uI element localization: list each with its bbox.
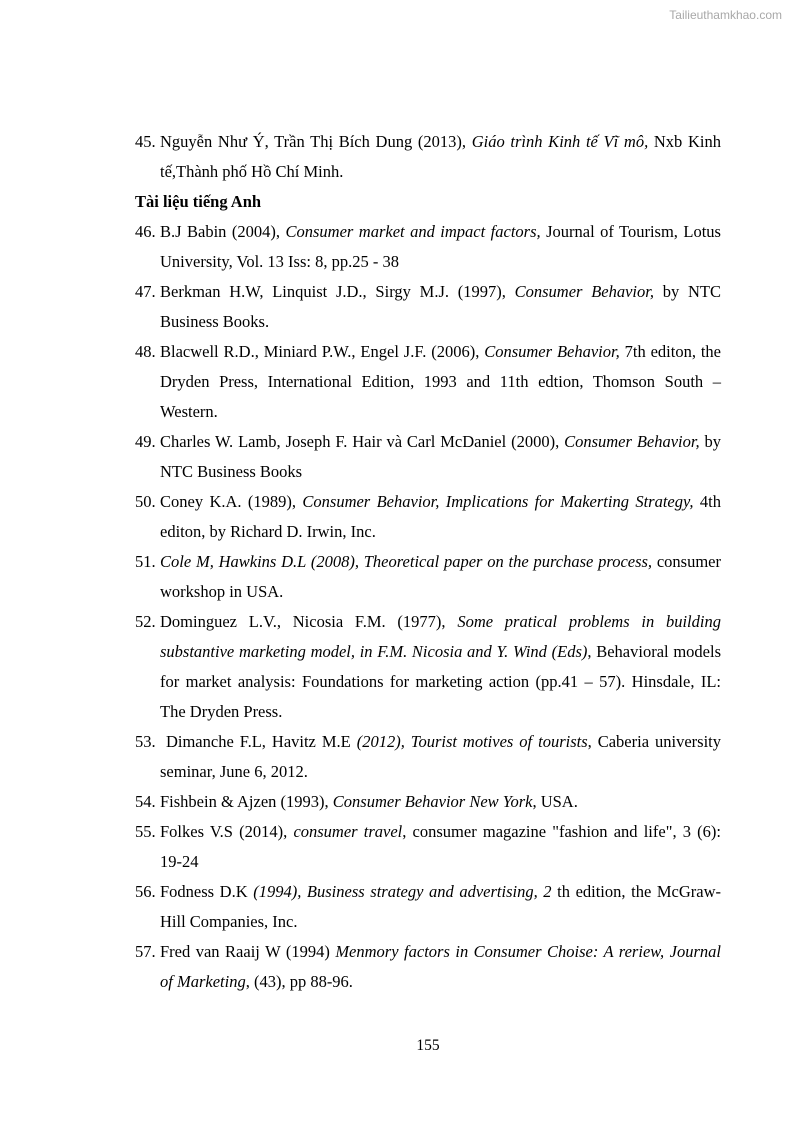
reference-item (135, 607, 721, 727)
reference-text-segment: Cole M, Hawkins D.L (2008), Theoretical paper on the purchase process, (160, 552, 657, 571)
reference-text-segment: 4th editon, by Richard D. Irwin, Inc. (160, 492, 721, 541)
reference-text-segment: Blacwell R.D., Miniard P.W., Engel J.F. (2006), (160, 342, 485, 361)
reference-number: 56. (135, 882, 156, 901)
reference-number: 52. (135, 612, 156, 631)
reference-item (135, 427, 721, 487)
reference-item (135, 817, 721, 877)
reference-text-segment: , consumer magazine "fashion and life", 3 (6): 19-24 (160, 822, 721, 871)
reference-text-segment: , Caberia university seminar, June 6, 2012. (160, 732, 721, 781)
reference-text-segment: by NTC Business Books. (160, 282, 721, 331)
reference-number: 45. (135, 132, 156, 151)
reference-number: 55. (135, 822, 156, 841)
watermark: Tailieuthamkhao.com (669, 8, 782, 22)
reference-text-segment: Coney K.A. (1989), (160, 492, 303, 511)
reference-text-segment: Berkman H.W, Linquist J.D., Sirgy M.J. (1997), (160, 282, 515, 301)
reference-text-segment: Fred van Raaij W (1994) (160, 942, 336, 961)
reference-number: 46. (135, 222, 156, 241)
reference-text-segment: consumer travel (293, 822, 403, 841)
reference-text-segment: Consumer market and impact factors, (285, 222, 547, 241)
reference-text-segment: consumer workshop in USA. (160, 552, 721, 601)
reference-item (135, 727, 721, 787)
reference-text-segment: Folkes V.S (2014), (160, 822, 294, 841)
reference-text-segment: Consumer Behavior, (484, 342, 625, 361)
reference-text-segment: Menmory factors in Consumer Choise: A reriew, Journal of Marketing (160, 942, 721, 991)
references-list (135, 127, 721, 997)
reference-number: 48. (135, 342, 156, 361)
reference-item (135, 217, 721, 277)
reference-item (135, 787, 721, 817)
reference-text-segment: B.J Babin (2004), (160, 222, 286, 241)
reference-item (135, 277, 721, 337)
reference-text-segment: Giáo trình Kinh tế Vĩ mô, (471, 132, 654, 151)
reference-text-segment: (1994), Business strategy and advertising, 2 (253, 882, 552, 901)
page-number: 155 (416, 1037, 440, 1054)
reference-item (135, 937, 721, 997)
reference-text-segment: th edition, the McGraw-Hill Companies, Inc. (160, 882, 721, 931)
reference-text-segment: , Behavioral models for market analysis: Foundations for marketing action (pp.41 – 57). Hinsdale, IL: The Dryden Press. (160, 642, 721, 721)
reference-text-segment: 7th editon, the Dryden Press, International Edition, 1993 and 11th edtion, Thomson South – Western. (160, 342, 721, 421)
reference-text-segment: Dominguez L.V., Nicosia F.M. (1977), (160, 612, 458, 631)
reference-text-segment: Dimanche F.L, Havitz M.E (160, 732, 357, 751)
reference-text-segment: Consumer Behavior, (514, 282, 663, 301)
reference-item (135, 127, 721, 187)
reference-text-segment: Fodness D.K (160, 882, 254, 901)
reference-number: 54. (135, 792, 156, 811)
reference-text-segment: by NTC Business Books (160, 432, 721, 481)
reference-text-segment: Consumer Behavior, Implications for Makerting Strategy, (302, 492, 700, 511)
reference-text-segment: Consumer Behavior New York (332, 792, 533, 811)
reference-number: 57. (135, 942, 156, 961)
reference-text-segment: Journal of Tourism, Lotus University, Vol. 13 Iss: 8, pp.25 - 38 (160, 222, 721, 271)
reference-text-segment: Nguyễn Như Ý, Trần Thị Bích Dung (2013), (160, 132, 472, 151)
reference-number: 49. (135, 432, 156, 451)
reference-text-segment: (2012), Tourist motives of tourists (356, 732, 588, 751)
reference-text-segment: , USA. (532, 792, 578, 811)
reference-item (135, 337, 721, 427)
reference-item (135, 487, 721, 547)
reference-text-segment: Nxb Kinh tế,Thành phố Hồ Chí Minh. (160, 132, 721, 181)
reference-number: 47. (135, 282, 156, 301)
reference-text-segment: Some pratical problems in building substantive marketing model, in F.M. Nicosia and Y. Wind (Eds) (160, 612, 721, 661)
reference-text-segment: Fishbein & Ajzen (1993), (160, 792, 333, 811)
reference-number: 51. (135, 552, 156, 571)
reference-item (135, 877, 721, 937)
reference-item (135, 547, 721, 607)
reference-number: 50. (135, 492, 156, 511)
reference-text-segment: Consumer Behavior, (564, 432, 705, 451)
reference-number: 53. (135, 732, 156, 751)
section-heading: Tài liệu tiếng Anh (135, 192, 262, 211)
reference-text-segment: , (43), pp 88-96. (245, 972, 353, 991)
reference-text-segment: Charles W. Lamb, Joseph F. Hair và Carl McDaniel (2000), (160, 432, 565, 451)
